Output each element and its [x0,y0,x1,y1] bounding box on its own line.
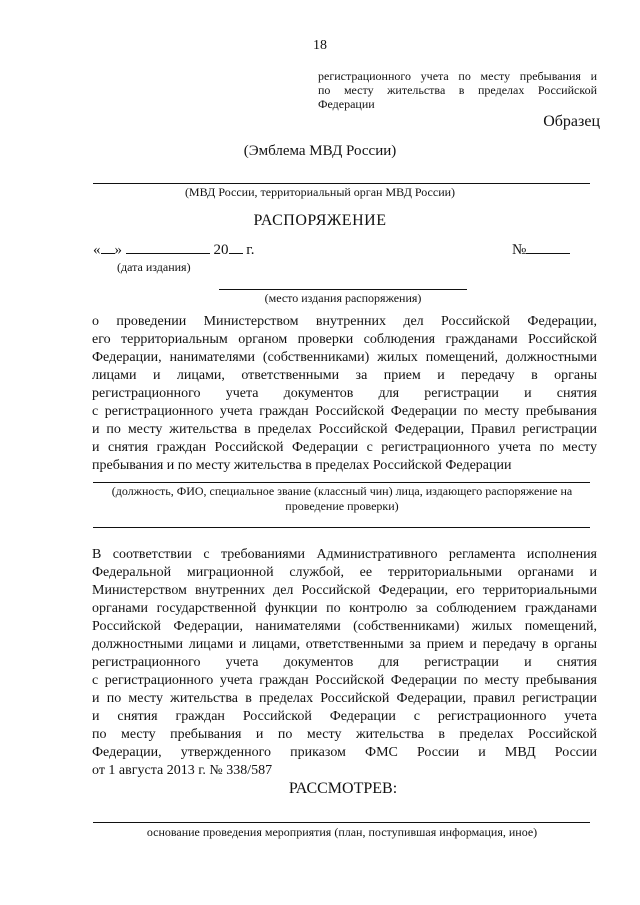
body-line: и снятия граждан Российской Федерации с регистрационного учета [92,709,597,724]
subject-line: с регистрационного учета граждан Российской Федерации по месту пребывания [92,404,597,419]
body-line: по месту пребывания и по месту жительства в пределах Российской [92,727,597,742]
subject-line: пребывания и по месту жительства в пределах Российской Федерации [92,458,512,473]
official-caption-line: (должность, ФИО, специальное звание (классный чин) лица, издающего распоряжение на [111,484,573,498]
header-note-line: Федерации [318,97,375,111]
body-line: В соответствии с требованиями Административного регламента исполнения [92,547,597,562]
page-number: 18 [313,38,327,53]
year-blank [229,241,243,254]
body-line: от 1 августа 2013 г. № 338/587 [92,763,273,778]
subject-line: и снятия граждан Российской Федерации с регистрационного учета по месту [92,440,597,455]
header-note [318,69,597,111]
day-blank [101,241,115,254]
header-note-line: регистрационного учета по месту пребывания и [318,69,597,83]
header-note-line: по месту жительства в пределах Российской [318,83,597,97]
place-caption: (место издания распоряжения) [264,291,422,305]
body-line: с регистрационного учета граждан Российской Федерации по месту пребывания [92,673,597,688]
year-prefix: 20 [213,242,229,258]
body-line: Федеральной миграционной службой, ее территориальными органами и [92,565,597,580]
number-blank [526,241,570,254]
year-suffix: г. [246,242,255,258]
body-line: Федерации, утвержденного приказом ФМС России и МВД России [92,745,597,760]
official-caption-line: проведение проверки) [285,499,399,513]
body-line: должностными лицами и лицами, ответственными за прием и передачу в органы [92,637,597,652]
body-line: и по месту жительства в пределах Российской Федерации, правил регистрации [92,691,597,706]
order-subject [92,313,597,475]
quote-open: « [93,242,101,258]
subject-line: Федерации, нанимателями (собственниками) жилых помещений, должностными [92,350,597,365]
subject-line: о проведении Министерством внутренних дел Российской Федерации, [92,314,597,329]
issue-date-caption: (дата издания) [117,260,191,274]
basis-underline [93,822,590,823]
order-number-field [512,241,570,259]
issue-date-field [93,241,254,259]
official-caption [92,484,592,514]
body-line: регистрационного учета документов для регистрации и снятия [92,655,597,670]
body-line: органами государственной функции по контролю за соблюдением гражданами [92,601,597,616]
document-title: РАСПОРЯЖЕНИЕ [253,212,387,229]
place-underline [219,289,467,290]
official-underline-2 [93,527,590,528]
organization-caption: (МВД России, территориальный орган МВД России) [184,185,456,199]
emblem-placeholder: (Эмблема МВД России) [243,143,397,159]
organization-underline [93,183,590,184]
order-body [92,546,597,780]
basis-caption: основание проведения мероприятия (план, поступившая информация, иное) [146,825,538,839]
subject-line: его территориальным органом проверки соблюдения гражданами Российской [92,332,597,347]
subject-line: регистрационного учета документов для регистрации и снятия [92,386,597,401]
subject-line: лицами и лицами, ответственными за прием и передачу в органы [92,368,597,383]
considering-heading: РАССМОТРЕВ: [288,780,398,797]
official-underline [93,482,590,483]
body-line: Министерством внутренних дел Российской Федерации, его территориальными [92,583,597,598]
month-blank [126,241,210,254]
quote-close: » [114,242,122,258]
sample-label: Образец [543,113,600,130]
subject-line: и по месту жительства в пределах Российской Федерации, Правил регистрации [92,422,597,437]
number-sign: № [512,242,527,258]
body-line: Российской Федерации, нанимателями (собственниками) жилых помещений, [92,619,597,634]
